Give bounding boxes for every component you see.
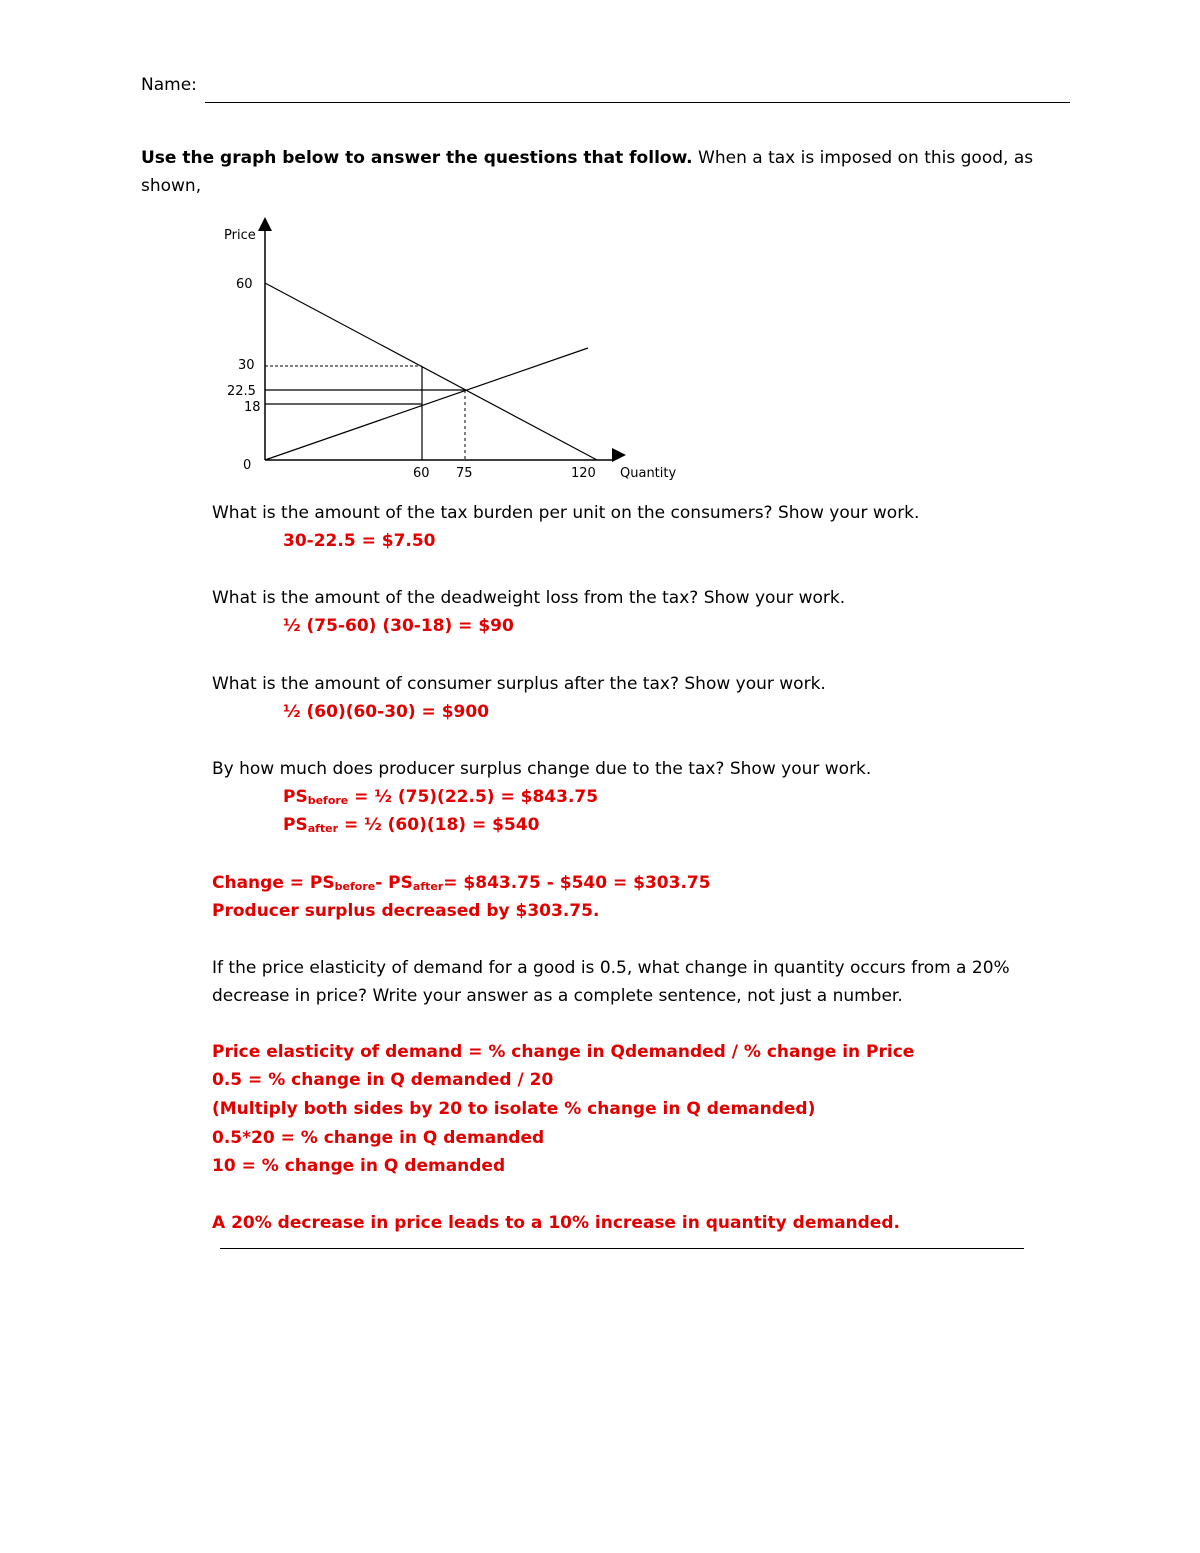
supply-demand-graph [200, 210, 700, 490]
work-line: Price elasticity of demand = % change in Qdemanded / % change in Price [212, 1042, 915, 1062]
question-5-line-1: If the price elasticity of demand for a good is 0.5, what change in quantity occurs from a 20% [212, 958, 1010, 978]
intro-paragraph [141, 144, 1041, 200]
after-sub: after [412, 880, 444, 893]
x-tick-75: 75 [456, 466, 473, 481]
answer-2: ½ (75-60) (30-18) = $90 [283, 616, 514, 636]
work-line: 0.5*20 = % change in Q demanded [212, 1128, 545, 1148]
final-answer: A 20% decrease in price leads to a 10% increase in quantity demanded. [212, 1213, 900, 1233]
x-tick-60: 60 [413, 466, 430, 481]
question-2: What is the amount of the deadweight loss from the tax? Show your work. [212, 588, 846, 608]
question-4: By how much does producer surplus change due to the tax? Show your work. [212, 759, 872, 779]
question-5-line-2: decrease in price? Write your answer as a complete sentence, not just a number. [212, 986, 903, 1006]
y-axis-arrow [258, 217, 272, 231]
work-line: 0.5 = % change in Q demanded / 20 [212, 1070, 554, 1090]
x-tick-120: 120 [571, 466, 596, 481]
answer-line[interactable] [220, 1248, 1024, 1249]
question-1: What is the amount of the tax burden per unit on the consumers? Show your work. [212, 503, 920, 523]
answer-4-conclusion: Producer surplus decreased by $303.75. [212, 901, 600, 921]
change-prefix: Change = PS [212, 873, 335, 893]
name-input-line[interactable] [205, 102, 1070, 103]
work-line: 10 = % change in Q demanded [212, 1156, 506, 1176]
change-mid: - PS [375, 873, 413, 893]
answer-4-after [283, 814, 539, 840]
work-line: (Multiply both sides by 20 to isolate % change in Q demanded) [212, 1099, 816, 1119]
after-sub: after [307, 822, 339, 835]
x-axis-label: Quantity [620, 466, 677, 481]
intro-rest: When a tax is imposed on this good, as shown, [141, 148, 1034, 196]
y-tick-0: 0 [243, 458, 252, 473]
ps-label: PS [283, 815, 308, 835]
y-axis-label: Price [224, 228, 256, 243]
after-rest: = ½ (60)(18) = $540 [338, 815, 540, 835]
ps-label: PS [283, 787, 308, 807]
y-tick-30: 30 [238, 358, 255, 373]
y-tick-22-5: 22.5 [227, 384, 256, 399]
before-sub: before [307, 794, 349, 807]
demand-curve [265, 283, 597, 460]
name-label: Name: [141, 75, 197, 95]
answer-4-before [283, 786, 598, 812]
y-tick-60: 60 [236, 277, 253, 292]
x-axis-arrow [612, 448, 626, 462]
question-3: What is the amount of consumer surplus after the tax? Show your work. [212, 674, 826, 694]
before-sub: before [334, 880, 376, 893]
change-rest: = $843.75 - $540 = $303.75 [443, 873, 711, 893]
answer-1: 30-22.5 = $7.50 [283, 531, 436, 551]
before-rest: = ½ (75)(22.5) = $843.75 [348, 787, 599, 807]
intro-bold: Use the graph below to answer the questions that follow. [141, 148, 693, 168]
answer-4-change [212, 872, 711, 898]
y-tick-18: 18 [244, 400, 261, 415]
answer-3: ½ (60)(60-30) = $900 [283, 702, 490, 722]
